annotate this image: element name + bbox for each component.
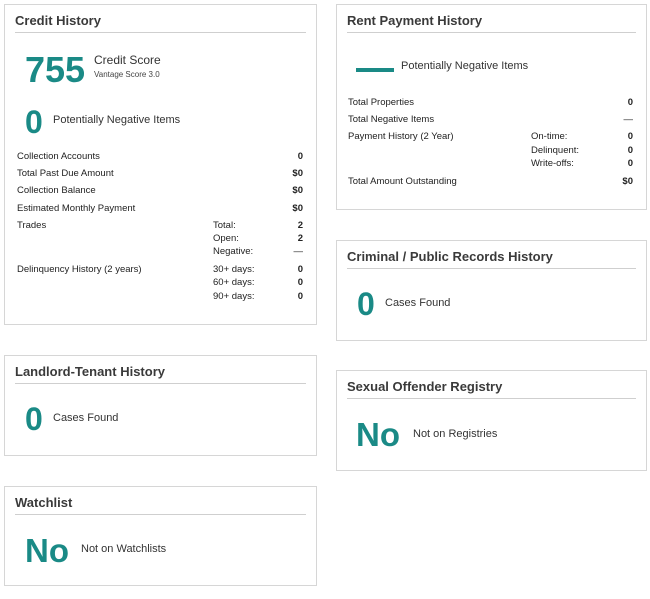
collection-balance-value: $0 [292, 185, 303, 196]
collection-balance-label: Collection Balance [17, 185, 96, 196]
outstanding-value: $0 [622, 176, 633, 187]
sexual-offender-card [336, 370, 647, 471]
trades-total-label: Total: [213, 220, 236, 231]
trades-open-label: Open: [213, 233, 239, 244]
collection-accounts-value: 0 [297, 151, 303, 162]
outstanding-label: Total Amount Outstanding [348, 176, 457, 187]
rent-legend-label: Potentially Negative Items [401, 60, 529, 72]
delinquency-label: Delinquency History (2 years) [17, 264, 142, 275]
landlord-tenant-card [4, 355, 317, 456]
credit-score-label: Credit Score [94, 53, 161, 67]
trades-total-value: 2 [297, 220, 303, 231]
trades-negative-label: Negative: [213, 246, 254, 257]
watchlist-title: Watchlist [15, 492, 306, 515]
delinquency-60-value: 0 [297, 277, 303, 288]
total-properties-label: Total Properties [348, 97, 415, 108]
credit-history-card [4, 4, 317, 325]
delinquency-90-value: 0 [297, 291, 303, 302]
total-past-due-label: Total Past Due Amount [17, 168, 114, 179]
criminal-count: 0 [357, 286, 375, 322]
est-monthly-label: Estimated Monthly Payment [17, 203, 136, 214]
landlord-count: 0 [25, 401, 43, 437]
writeoffs-value: 0 [627, 158, 633, 169]
payment-history-label: Payment History (2 Year) [348, 131, 454, 142]
watchlist-status: No [25, 532, 69, 569]
criminal-records-title: Criminal / Public Records History [347, 246, 636, 269]
total-negative-value: — [623, 114, 633, 125]
credit-negative-count: 0 [25, 104, 43, 140]
offender-label: Not on Registries [413, 428, 498, 440]
total-negative-label: Total Negative Items [348, 114, 435, 125]
criminal-records-card [336, 240, 647, 341]
rent-payment-history-title: Rent Payment History [347, 10, 636, 33]
legend-swatch [356, 68, 394, 72]
criminal-cases-label: Cases Found [385, 297, 451, 309]
offender-status: No [356, 416, 400, 453]
delinquency-60-label: 60+ days: [213, 277, 255, 288]
delinquency-30-value: 0 [297, 264, 303, 275]
trades-negative-value: — [293, 246, 303, 257]
total-past-due-value: $0 [292, 168, 303, 179]
collection-accounts-label: Collection Accounts [17, 151, 100, 162]
total-properties-value: 0 [627, 97, 633, 108]
delinquency-30-label: 30+ days: [213, 264, 255, 275]
trades-open-value: 2 [297, 233, 303, 244]
ontime-label: On-time: [531, 131, 568, 142]
credit-score-source: Vantage Score 3.0 [94, 70, 160, 79]
sexual-offender-title: Sexual Offender Registry [347, 376, 636, 399]
delinquent-value: 0 [627, 145, 633, 156]
delinquency-90-label: 90+ days: [213, 291, 255, 302]
watchlist-label: Not on Watchlists [81, 543, 167, 555]
credit-score-value: 755 [25, 49, 86, 90]
writeoffs-label: Write-offs: [531, 158, 574, 169]
watchlist-card [4, 486, 317, 586]
delinquent-label: Delinquent: [531, 145, 580, 156]
trades-label: Trades [17, 220, 47, 231]
credit-history-title: Credit History [15, 10, 306, 33]
landlord-tenant-title: Landlord-Tenant History [15, 361, 306, 384]
credit-negative-label: Potentially Negative Items [53, 114, 181, 126]
rent-payment-history-card [336, 4, 647, 210]
landlord-cases-label: Cases Found [53, 412, 119, 424]
ontime-value: 0 [627, 131, 633, 142]
est-monthly-value: $0 [292, 203, 303, 214]
